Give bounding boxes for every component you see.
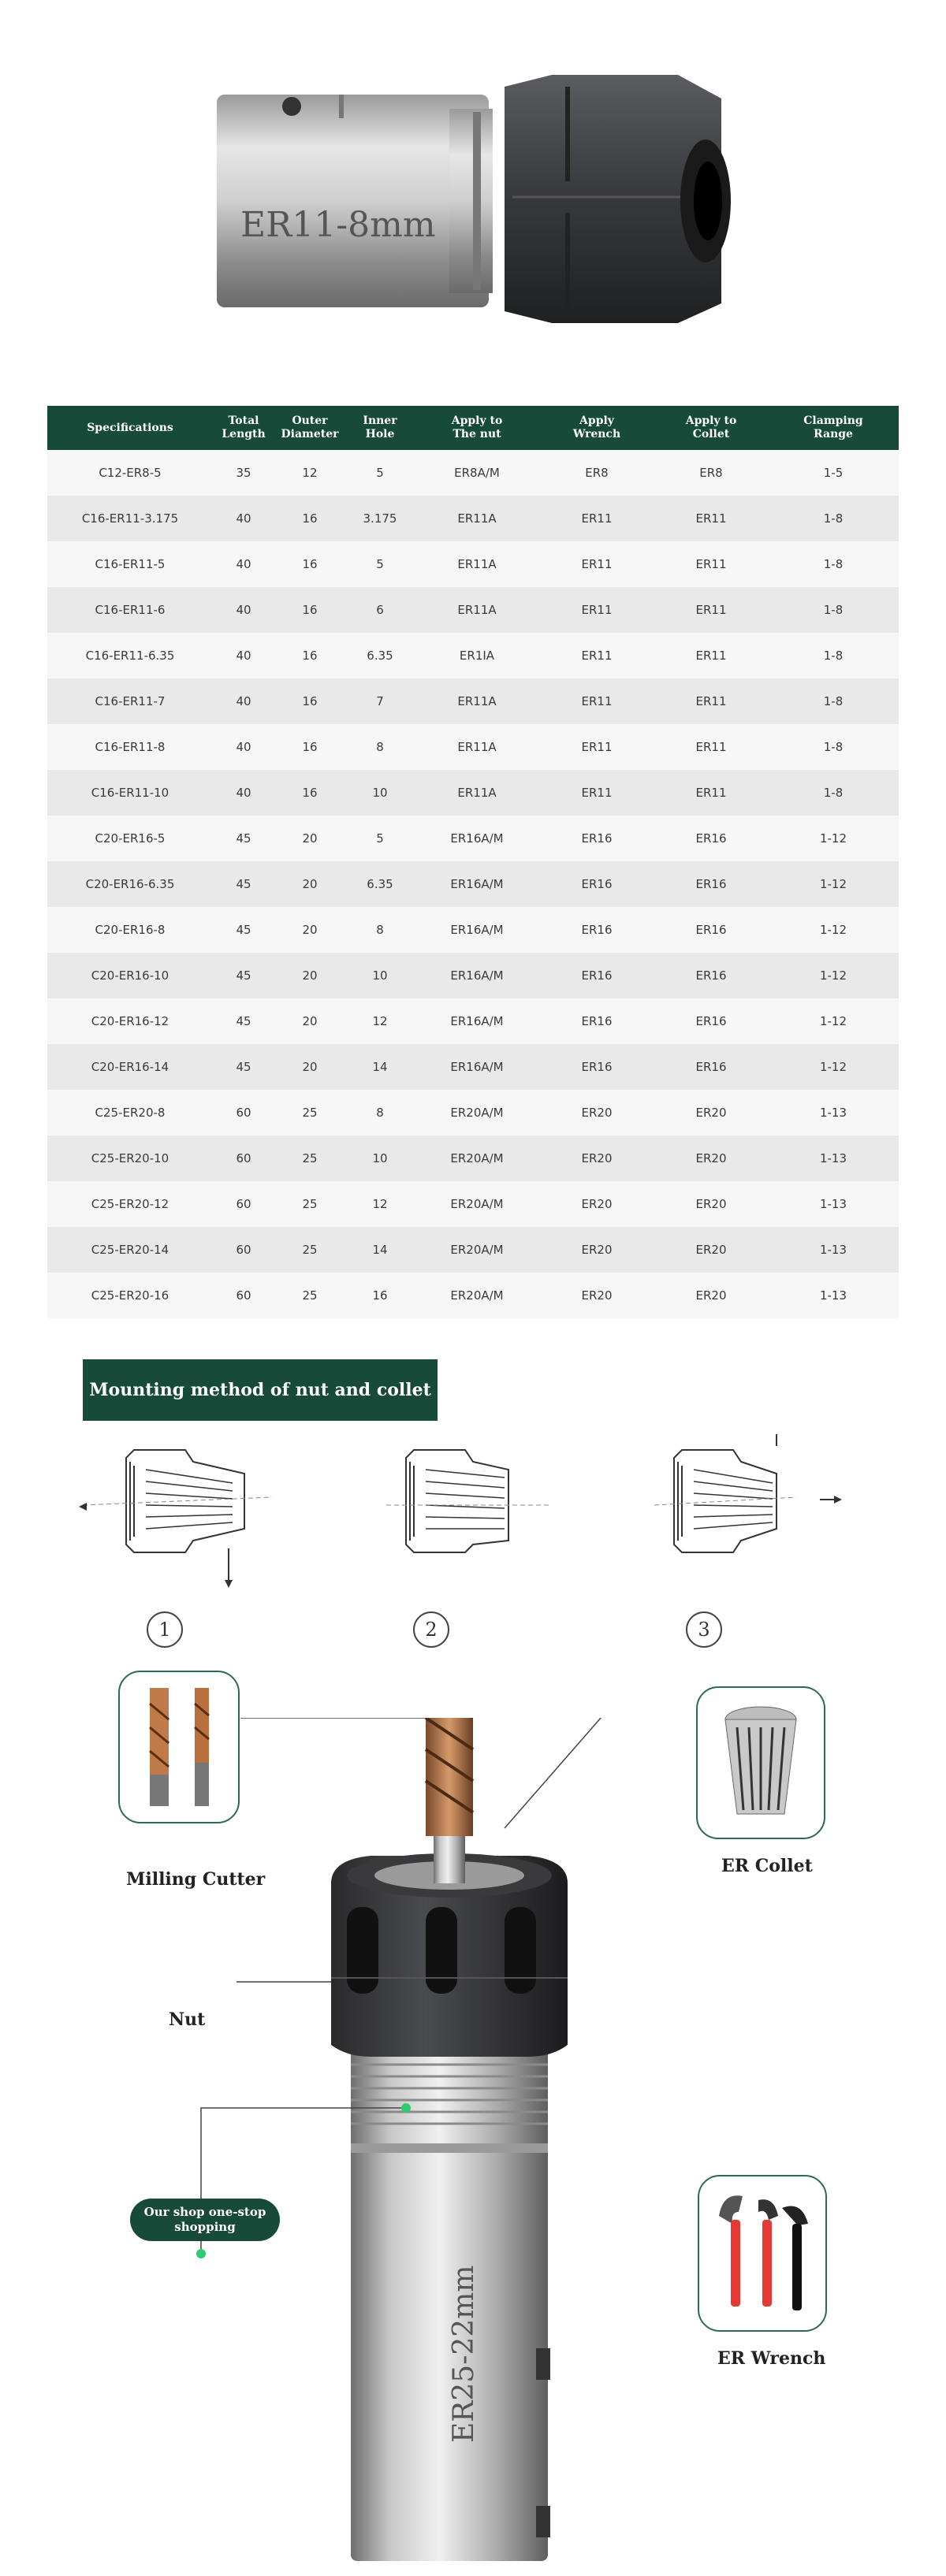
table-cell: ER16	[539, 953, 654, 998]
table-cell: ER20	[654, 1090, 768, 1136]
table-cell: 40	[213, 541, 274, 587]
table-cell: C20-ER16-14	[47, 1044, 213, 1090]
table-cell: 20	[274, 816, 345, 861]
milling-cutter-label: Milling Cutter	[126, 1869, 266, 1890]
header-line: Total	[228, 414, 259, 427]
table-row	[47, 587, 899, 633]
table-cell: ER11A	[415, 587, 539, 633]
table-cell: ER20	[654, 1227, 768, 1273]
table-cell: ER16	[654, 907, 768, 953]
table-cell: ER16A/M	[415, 907, 539, 953]
header-line: Specifications	[87, 421, 173, 434]
table-cell: 1-13	[768, 1227, 899, 1273]
table-cell: ER11	[654, 678, 768, 724]
table-cell: 25	[274, 1273, 345, 1318]
table-row	[47, 1181, 899, 1227]
shop-line-2: shopping	[174, 2220, 236, 2234]
table-cell: C16-ER11-3.175	[47, 496, 213, 541]
table-cell: 60	[213, 1273, 274, 1318]
table-cell: 12	[345, 1181, 415, 1227]
table-cell: ER8A/M	[415, 450, 539, 496]
table-cell: 1-13	[768, 1273, 899, 1318]
table-cell: ER16A/M	[415, 998, 539, 1044]
table-header-cell	[654, 406, 768, 450]
table-cell: 40	[213, 633, 274, 678]
table-cell: 12	[274, 450, 345, 496]
table-cell: ER11A	[415, 770, 539, 816]
table-cell: ER11	[539, 678, 654, 724]
table-cell: 40	[213, 587, 274, 633]
table-cell: 1-12	[768, 998, 899, 1044]
table-cell: ER11	[539, 587, 654, 633]
table-row	[47, 770, 899, 816]
table-cell: ER11	[654, 724, 768, 770]
header-line: Inner	[363, 414, 397, 427]
er-wrench-label: ER Wrench	[717, 2348, 826, 2369]
table-cell: 20	[274, 907, 345, 953]
mounting-diagram-1	[75, 1434, 280, 1608]
header-line: Apply	[579, 414, 614, 427]
table-row	[47, 1136, 899, 1181]
table-header-cell	[345, 406, 415, 450]
table-cell: ER11A	[415, 541, 539, 587]
header-line: Length	[222, 428, 266, 440]
table-cell: 40	[213, 770, 274, 816]
er-collet-icon	[698, 1688, 824, 1838]
table-cell: ER20A/M	[415, 1181, 539, 1227]
table-row	[47, 1227, 899, 1273]
table-cell: ER20	[654, 1273, 768, 1318]
mounting-diagram-3	[639, 1434, 844, 1608]
er-collet-bubble	[696, 1686, 825, 1839]
table-cell: 35	[213, 450, 274, 496]
table-cell: 1-8	[768, 678, 899, 724]
step-number-1: 1	[147, 1611, 183, 1648]
table-cell: 45	[213, 861, 274, 907]
table-cell: ER16	[654, 998, 768, 1044]
table-cell: ER20	[654, 1181, 768, 1227]
table-row	[47, 724, 899, 770]
table-cell: 40	[213, 678, 274, 724]
step-number-3: 3	[686, 1611, 722, 1648]
table-cell: 20	[274, 861, 345, 907]
table-cell: 1-12	[768, 861, 899, 907]
table-cell: 16	[274, 496, 345, 541]
table-cell: C20-ER16-8	[47, 907, 213, 953]
table-cell: ER16	[654, 816, 768, 861]
table-header-cell	[213, 406, 274, 450]
shop-line-1: Our shop one-stop	[143, 2205, 266, 2219]
table-cell: 10	[345, 770, 415, 816]
milling-cutter-icon	[120, 1672, 238, 1822]
mounting-diagram-2	[371, 1434, 575, 1608]
table-row	[47, 450, 899, 496]
table-cell: 16	[274, 678, 345, 724]
table-cell: 1-8	[768, 633, 899, 678]
table-cell: ER11	[539, 496, 654, 541]
table-header-row	[47, 406, 899, 450]
table-cell: 16	[274, 587, 345, 633]
table-row	[47, 953, 899, 998]
table-cell: 16	[274, 633, 345, 678]
table-cell: ER16	[539, 1044, 654, 1090]
table-row	[47, 907, 899, 953]
table-cell: 6	[345, 587, 415, 633]
table-cell: C20-ER16-10	[47, 953, 213, 998]
table-cell: C20-ER16-12	[47, 998, 213, 1044]
table-cell: 12	[345, 998, 415, 1044]
table-cell: ER16A/M	[415, 1044, 539, 1090]
table-cell: C16-ER11-10	[47, 770, 213, 816]
table-header-cell	[539, 406, 654, 450]
table-cell: 3.175	[345, 496, 415, 541]
table-cell: ER16A/M	[415, 816, 539, 861]
table-cell: ER20A/M	[415, 1273, 539, 1318]
table-cell: 25	[274, 1227, 345, 1273]
table-header-cell	[415, 406, 539, 450]
table-cell: ER1IA	[415, 633, 539, 678]
assembly-illustration	[0, 1718, 946, 2576]
table-cell: 5	[345, 450, 415, 496]
table-cell: ER11	[654, 587, 768, 633]
table-cell: 10	[345, 1136, 415, 1181]
header-line: The nut	[453, 428, 501, 440]
table-cell: ER11	[539, 770, 654, 816]
table-row	[47, 678, 899, 724]
table-cell: ER11	[654, 496, 768, 541]
table-cell: 8	[345, 907, 415, 953]
table-cell: 45	[213, 816, 274, 861]
table-cell: 25	[274, 1136, 345, 1181]
table-cell: 1-12	[768, 1044, 899, 1090]
table-cell: 1-8	[768, 541, 899, 587]
step-number-2: 2	[413, 1611, 449, 1648]
table-cell: ER16A/M	[415, 953, 539, 998]
table-row	[47, 541, 899, 587]
table-cell: 1-13	[768, 1090, 899, 1136]
table-cell: ER20A/M	[415, 1136, 539, 1181]
table-cell: 1-13	[768, 1181, 899, 1227]
table-cell: ER11A	[415, 724, 539, 770]
header-line: Hole	[365, 428, 395, 440]
header-line: Apply to	[451, 414, 503, 427]
table-cell: 60	[213, 1090, 274, 1136]
mounting-title: Mounting method of nut and collet	[83, 1359, 438, 1421]
table-row	[47, 998, 899, 1044]
table-cell: ER20A/M	[415, 1090, 539, 1136]
body-engraving: ER25-22mm	[448, 2265, 480, 2443]
table-cell: 16	[274, 724, 345, 770]
table-cell: C16-ER11-5	[47, 541, 213, 587]
table-cell: C12-ER8-5	[47, 450, 213, 496]
table-cell: 25	[274, 1090, 345, 1136]
table-header-cell	[47, 406, 213, 450]
table-cell: ER11	[539, 633, 654, 678]
table-cell: ER16	[539, 816, 654, 861]
table-cell: 1-12	[768, 816, 899, 861]
table-cell: C20-ER16-6.35	[47, 861, 213, 907]
er-wrench-bubble	[698, 2175, 827, 2332]
table-cell: 14	[345, 1044, 415, 1090]
table-cell: ER11	[539, 541, 654, 587]
table-cell: 14	[345, 1227, 415, 1273]
table-cell: 45	[213, 998, 274, 1044]
table-cell: ER20A/M	[415, 1227, 539, 1273]
table-cell: 5	[345, 541, 415, 587]
table-cell: ER16	[654, 953, 768, 998]
table-cell: ER8	[654, 450, 768, 496]
table-cell: ER16	[654, 861, 768, 907]
table-cell: 1-8	[768, 587, 899, 633]
table-cell: 8	[345, 1090, 415, 1136]
header-line: Diameter	[281, 428, 339, 440]
table-cell: ER11	[654, 541, 768, 587]
table-cell: 60	[213, 1227, 274, 1273]
header-line: Wrench	[572, 428, 621, 440]
table-cell: ER11	[654, 770, 768, 816]
table-row	[47, 816, 899, 861]
table-cell: 7	[345, 678, 415, 724]
table-cell: 1-8	[768, 496, 899, 541]
table-cell: 45	[213, 907, 274, 953]
spec-table	[47, 406, 899, 1318]
table-cell: 16	[274, 770, 345, 816]
table-cell: 1-12	[768, 907, 899, 953]
nut-label: Nut	[169, 2009, 206, 2030]
table-cell: ER20	[539, 1136, 654, 1181]
table-cell: 20	[274, 1044, 345, 1090]
table-cell: 1-13	[768, 1136, 899, 1181]
table-row	[47, 1044, 899, 1090]
header-line: Clamping	[803, 414, 863, 427]
table-cell: 5	[345, 816, 415, 861]
table-row	[47, 496, 899, 541]
table-cell: C20-ER16-5	[47, 816, 213, 861]
table-cell: ER8	[539, 450, 654, 496]
table-cell: 60	[213, 1181, 274, 1227]
shop-one-stop-badge[interactable]	[130, 2199, 280, 2241]
table-cell: ER16A/M	[415, 861, 539, 907]
table-cell: 45	[213, 1044, 274, 1090]
table-cell: ER16	[539, 861, 654, 907]
table-cell: ER11A	[415, 496, 539, 541]
table-cell: ER11	[654, 633, 768, 678]
table-cell: ER20	[539, 1273, 654, 1318]
table-cell: 25	[274, 1181, 345, 1227]
table-cell: 40	[213, 724, 274, 770]
header-line: Collet	[692, 428, 730, 440]
hero-engraving: ER11-8mm	[240, 205, 436, 245]
table-cell: C25-ER20-14	[47, 1227, 213, 1273]
table-cell: C25-ER20-10	[47, 1136, 213, 1181]
table-cell: 45	[213, 953, 274, 998]
table-cell: 1-5	[768, 450, 899, 496]
table-row	[47, 1273, 899, 1318]
milling-cutter-bubble	[118, 1671, 240, 1823]
table-cell: 1-12	[768, 953, 899, 998]
table-cell: ER20	[539, 1181, 654, 1227]
table-cell: 40	[213, 496, 274, 541]
table-cell: 6.35	[345, 861, 415, 907]
table-cell: 20	[274, 998, 345, 1044]
table-cell: ER20	[654, 1136, 768, 1181]
table-row	[47, 633, 899, 678]
table-cell: ER16	[539, 998, 654, 1044]
table-cell: ER11	[539, 724, 654, 770]
table-header-cell	[768, 406, 899, 450]
table-header-cell	[274, 406, 345, 450]
header-line: Outer	[292, 414, 328, 427]
table-cell: ER16	[654, 1044, 768, 1090]
table-cell: C25-ER20-16	[47, 1273, 213, 1318]
table-cell: C16-ER11-6	[47, 587, 213, 633]
er-collet-label: ER Collet	[721, 1856, 813, 1876]
table-cell: 60	[213, 1136, 274, 1181]
product-hero-image	[0, 0, 946, 394]
table-body	[47, 450, 899, 1318]
table-row	[47, 861, 899, 907]
table-cell: 20	[274, 953, 345, 998]
er-wrench-icon	[699, 2176, 825, 2330]
table-cell: 16	[345, 1273, 415, 1318]
table-cell: C25-ER20-8	[47, 1090, 213, 1136]
table-cell: C16-ER11-6.35	[47, 633, 213, 678]
table-cell: ER20	[539, 1227, 654, 1273]
table-cell: 6.35	[345, 633, 415, 678]
header-line: Apply to	[685, 414, 737, 427]
table-cell: 16	[274, 541, 345, 587]
table-cell: C25-ER20-12	[47, 1181, 213, 1227]
table-row	[47, 1090, 899, 1136]
table-cell: ER11A	[415, 678, 539, 724]
table-cell: 1-8	[768, 770, 899, 816]
header-line: Range	[814, 428, 853, 440]
table-cell: 8	[345, 724, 415, 770]
table-cell: 10	[345, 953, 415, 998]
table-cell: C16-ER11-8	[47, 724, 213, 770]
table-cell: ER16	[539, 907, 654, 953]
table-cell: ER20	[539, 1090, 654, 1136]
table-cell: 1-8	[768, 724, 899, 770]
table-cell: C16-ER11-7	[47, 678, 213, 724]
